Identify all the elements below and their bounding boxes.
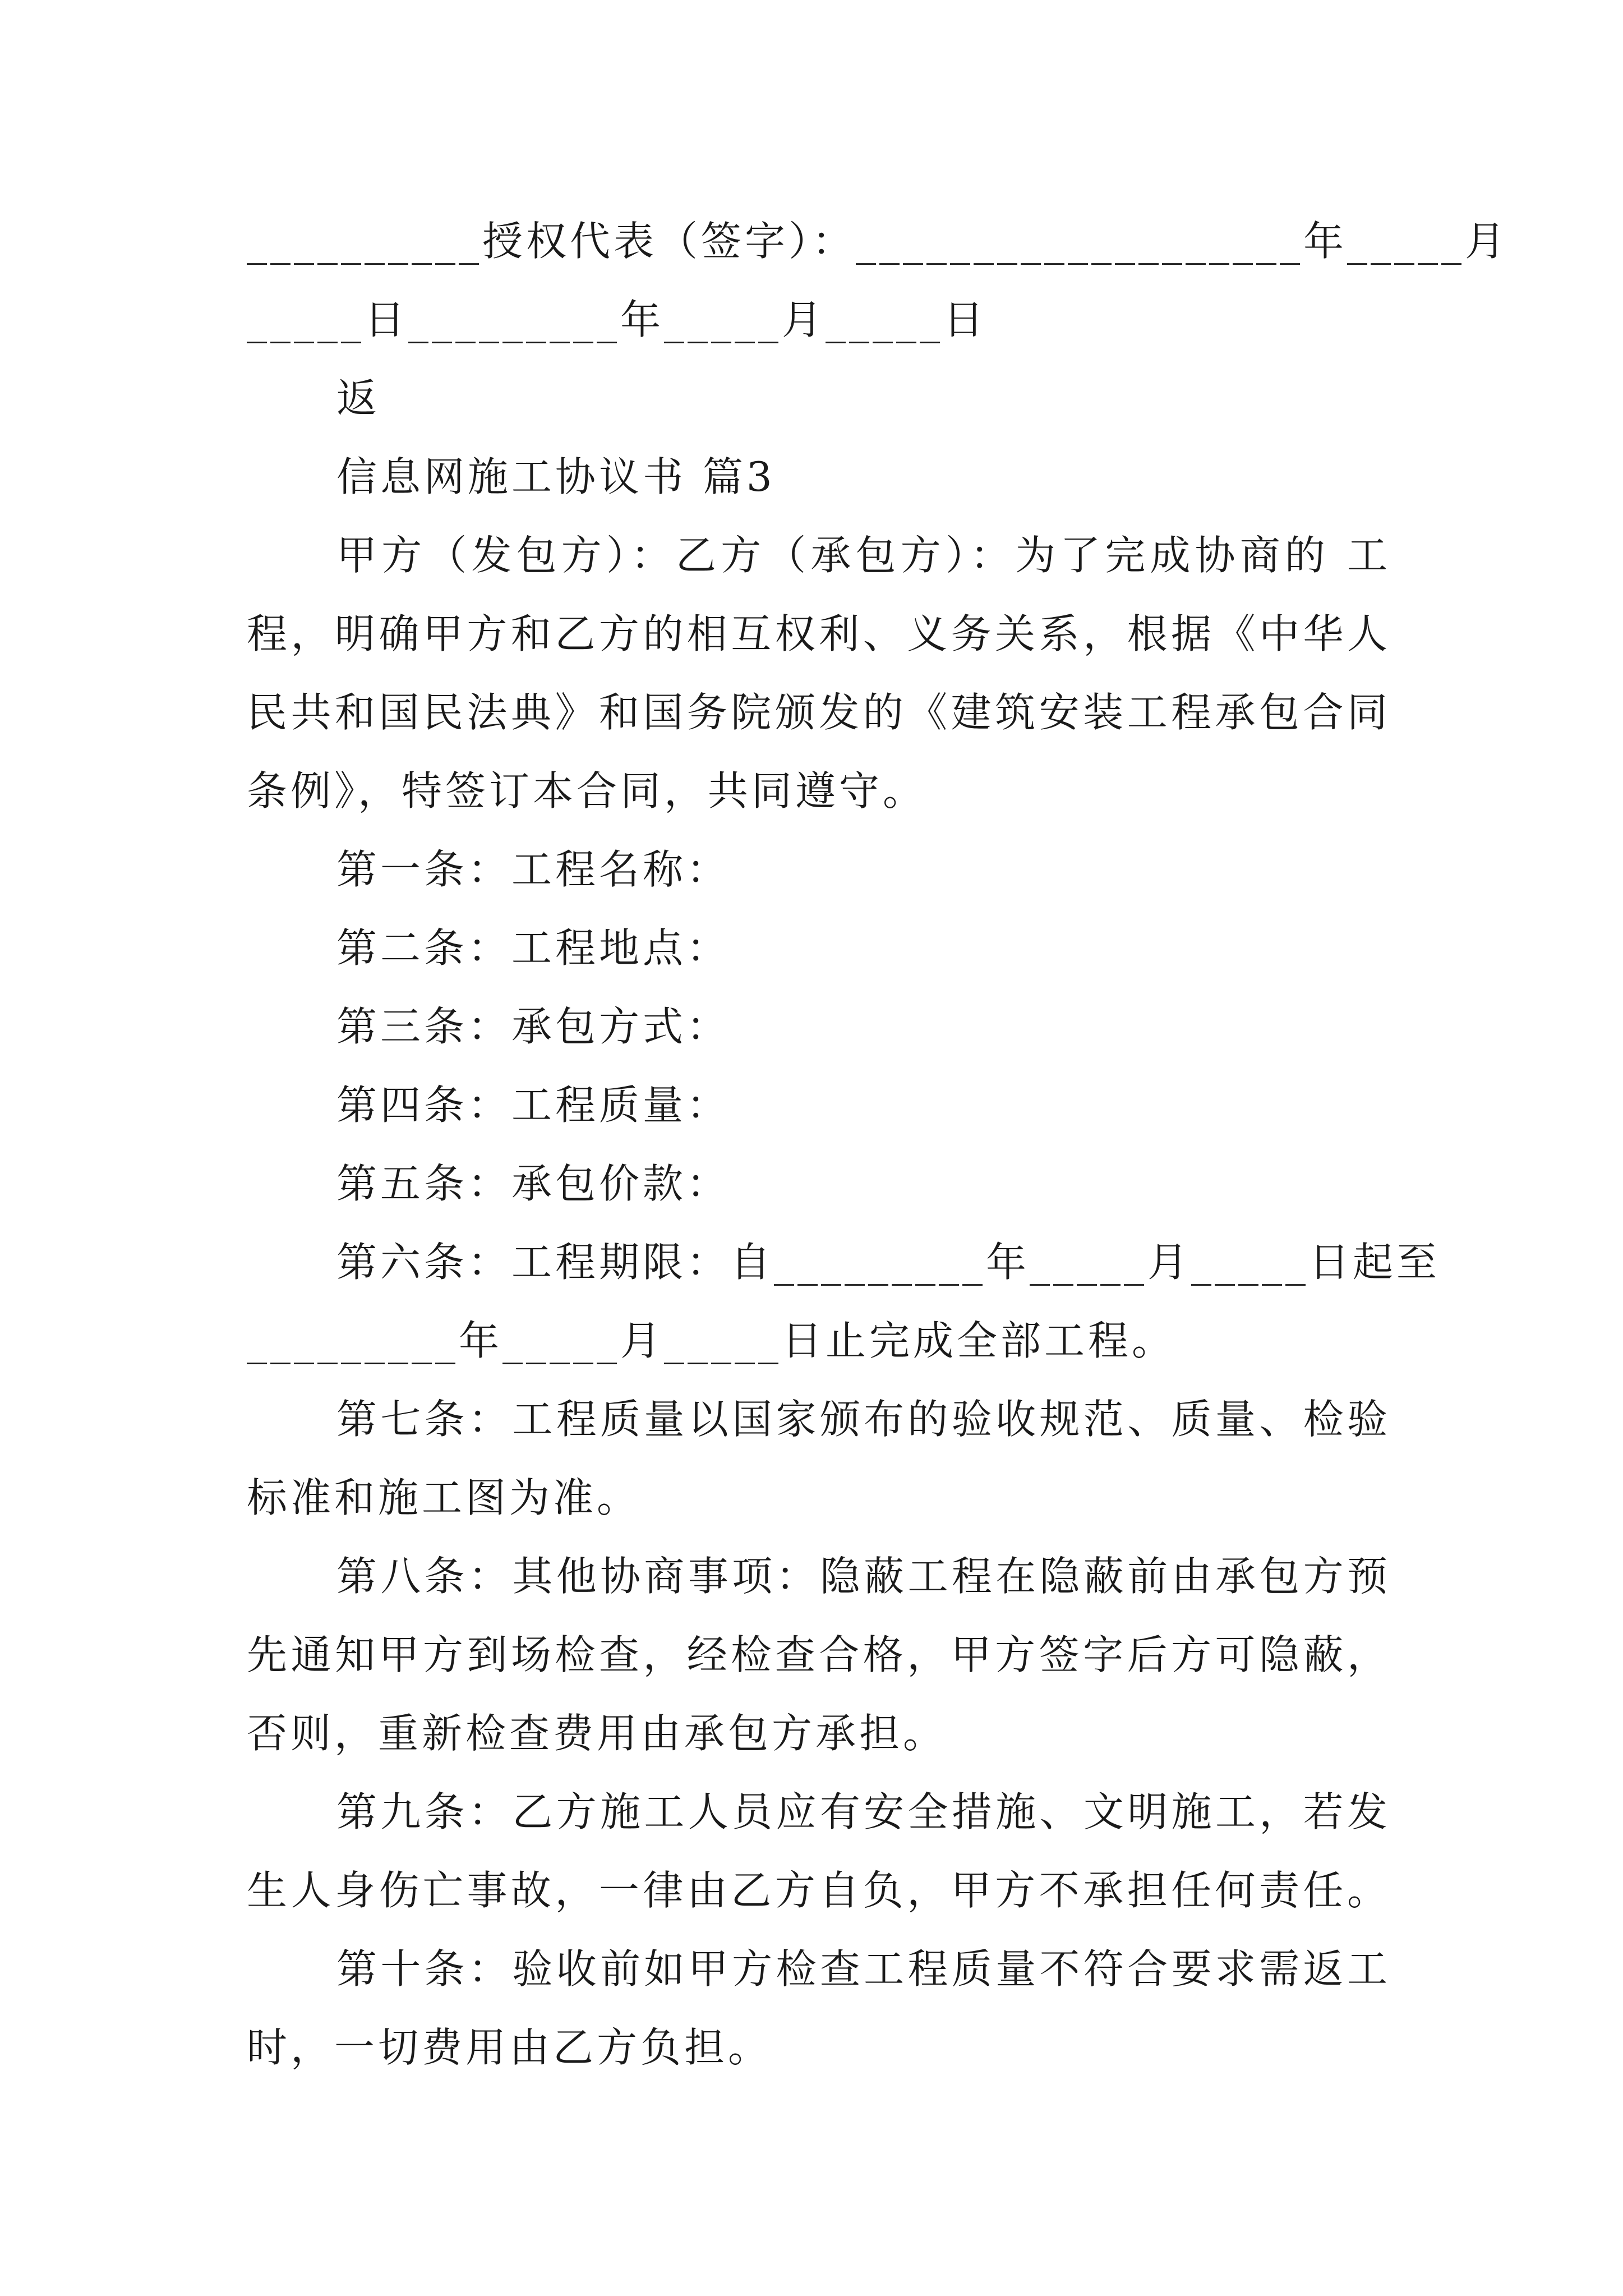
article-2: 第二条：工程地点： bbox=[336, 924, 731, 972]
intro-paragraph-line: 程，明确甲方和乙方的相互权利、义务关系，根据《中华人 bbox=[247, 610, 1391, 657]
intro-paragraph-line: 民共和国民法典》和国务院颁发的《建筑安装工程承包合同 bbox=[247, 689, 1391, 736]
intro-paragraph-line: 条例》，特签订本合同，共同遵守。 bbox=[247, 767, 927, 815]
article-10-line: 第十条：验收前如甲方检查工程质量不符合要求需返工 bbox=[336, 1945, 1391, 1993]
article-9-line: 第九条：乙方施工人员应有安全措施、文明施工，若发 bbox=[336, 1788, 1391, 1835]
article-8-line: 否则，重新检查费用由承包方承担。 bbox=[247, 1710, 947, 1757]
article-7-line: 第七条：工程质量以国家颁布的验收规范、质量、检验 bbox=[336, 1396, 1391, 1443]
article-7-line: 标准和施工图为准。 bbox=[247, 1474, 641, 1521]
article-6-line: 第六条：工程期限：自_________年_____月_____日起至 bbox=[336, 1239, 1441, 1286]
article-1: 第一条：工程名称： bbox=[336, 846, 731, 893]
article-8-line: 先通知甲方到场检查，经检查合格，甲方签字后方可隐蔽， bbox=[247, 1631, 1391, 1678]
article-8-line: 第八条：其他协商事项：隐蔽工程在隐蔽前由承包方预 bbox=[336, 1553, 1391, 1600]
article-5: 第五条：承包价款： bbox=[336, 1160, 731, 1207]
article-10-line: 时，一切费用由乙方负担。 bbox=[247, 2024, 772, 2071]
section-title: 信息网施工协议书 篇3 bbox=[336, 453, 776, 500]
article-4: 第四条：工程质量： bbox=[336, 1082, 731, 1129]
date-line: _____日_________年_____月_____日 bbox=[247, 296, 987, 343]
document-body bbox=[247, 202, 1509, 2087]
article-9-line: 生人身伤亡事故，一律由乙方自负，甲方不承担任何责任。 bbox=[247, 1867, 1391, 1914]
return-link-text: 返 bbox=[336, 375, 381, 422]
article-3: 第三条：承包方式： bbox=[336, 1003, 731, 1050]
intro-paragraph-line: 甲方（发包方）：乙方（承包方）：为了完成协商的 工 bbox=[336, 532, 1391, 579]
signature-line: __________授权代表（签字）：___________________年_____月 bbox=[247, 218, 1509, 265]
article-6-line: _________年_____月_____日止完成全部工程。 bbox=[247, 1317, 1176, 1364]
